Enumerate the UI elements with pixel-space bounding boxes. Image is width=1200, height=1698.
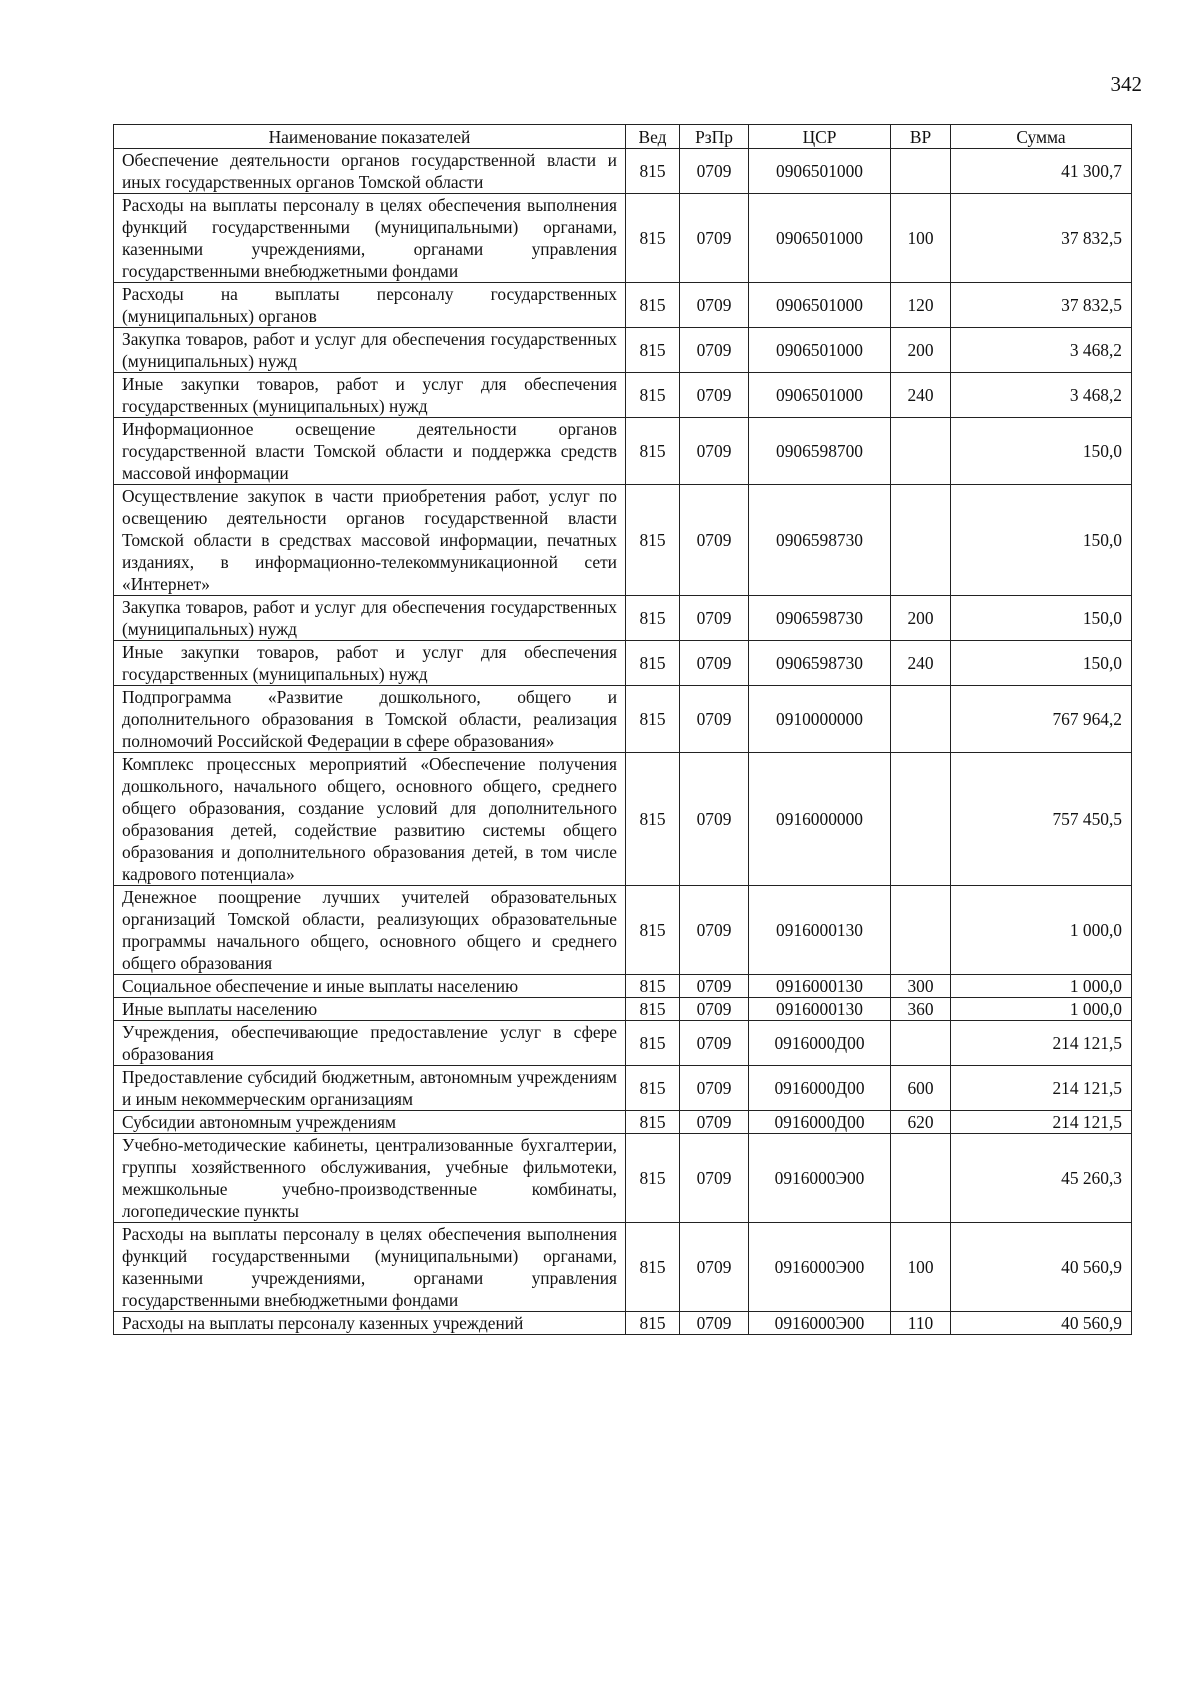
- row-ved-cell: 815: [626, 485, 680, 596]
- row-csr-cell: 0906598730: [749, 485, 891, 596]
- table-row: [114, 1312, 1132, 1335]
- table-row: [114, 485, 1132, 596]
- row-vr-cell: [891, 753, 951, 886]
- row-ved-cell: 815: [626, 373, 680, 418]
- row-csr-cell: 0916000130: [749, 975, 891, 998]
- table-row: [114, 753, 1132, 886]
- table-row: [114, 686, 1132, 753]
- row-rzpr-cell: 0709: [680, 596, 749, 641]
- row-vr-cell: [891, 886, 951, 975]
- row-ved-cell: 815: [626, 1111, 680, 1134]
- row-name-cell: Закупка товаров, работ и услуг для обеспечения государственных (муниципальных) нужд: [114, 328, 626, 373]
- row-name-cell: Расходы на выплаты персоналу в целях обеспечения выполнения функций государственными (муниципальными) органами, казенными учреждениями, органами управления государственными внебюджетными фондами: [114, 194, 626, 283]
- table-row: [114, 149, 1132, 194]
- table-row: [114, 1223, 1132, 1312]
- header-name: Наименование показателей: [114, 125, 626, 149]
- row-ved-cell: 815: [626, 686, 680, 753]
- row-vr-cell: 240: [891, 641, 951, 686]
- row-vr-cell: 100: [891, 194, 951, 283]
- row-csr-cell: 0906598700: [749, 418, 891, 485]
- table-row: [114, 975, 1132, 998]
- row-sum-cell: 40 560,9: [951, 1223, 1132, 1312]
- row-vr-cell: [891, 1134, 951, 1223]
- table-row: [114, 373, 1132, 418]
- row-sum-cell: 37 832,5: [951, 194, 1132, 283]
- row-csr-cell: 0906501000: [749, 194, 891, 283]
- row-csr-cell: 0916000Д00: [749, 1066, 891, 1111]
- page-number: 342: [1110, 72, 1142, 96]
- table-row: [114, 886, 1132, 975]
- header-rzpr: РзПр: [680, 125, 749, 149]
- row-name-cell: Учреждения, обеспечивающие предоставление услуг в сфере образования: [114, 1021, 626, 1066]
- table-row: [114, 1134, 1132, 1223]
- row-csr-cell: 0906501000: [749, 373, 891, 418]
- row-rzpr-cell: 0709: [680, 373, 749, 418]
- row-ved-cell: 815: [626, 1312, 680, 1335]
- row-rzpr-cell: 0709: [680, 418, 749, 485]
- row-vr-cell: [891, 1021, 951, 1066]
- budget-table: [113, 124, 1132, 1335]
- table-row: [114, 1021, 1132, 1066]
- table-row: [114, 596, 1132, 641]
- row-ved-cell: 815: [626, 596, 680, 641]
- row-ved-cell: 815: [626, 1134, 680, 1223]
- row-vr-cell: 120: [891, 283, 951, 328]
- row-name-cell: Комплекс процессных мероприятий «Обеспечение получения дошкольного, начального общего, основного общего, среднего общего образования, создание условий для дополнительного образования детей, содействие развитию системы общего образования и дополнительного образования детей, в том числе кадрового потенциала»: [114, 753, 626, 886]
- row-sum-cell: 3 468,2: [951, 373, 1132, 418]
- row-csr-cell: 0906598730: [749, 596, 891, 641]
- row-vr-cell: 200: [891, 596, 951, 641]
- row-ved-cell: 815: [626, 149, 680, 194]
- table-body: [114, 149, 1132, 1335]
- row-vr-cell: 360: [891, 998, 951, 1021]
- row-rzpr-cell: 0709: [680, 886, 749, 975]
- row-name-cell: Закупка товаров, работ и услуг для обеспечения государственных (муниципальных) нужд: [114, 596, 626, 641]
- row-sum-cell: 1 000,0: [951, 975, 1132, 998]
- row-name-cell: Социальное обеспечение и иные выплаты населению: [114, 975, 626, 998]
- header-sum: Сумма: [951, 125, 1132, 149]
- row-rzpr-cell: 0709: [680, 641, 749, 686]
- row-sum-cell: 150,0: [951, 596, 1132, 641]
- row-name-cell: Иные выплаты населению: [114, 998, 626, 1021]
- row-csr-cell: 0916000000: [749, 753, 891, 886]
- row-ved-cell: 815: [626, 194, 680, 283]
- row-name-cell: Расходы на выплаты персоналу государственных (муниципальных) органов: [114, 283, 626, 328]
- row-vr-cell: 240: [891, 373, 951, 418]
- row-ved-cell: 815: [626, 998, 680, 1021]
- row-vr-cell: 620: [891, 1111, 951, 1134]
- row-csr-cell: 0916000Э00: [749, 1134, 891, 1223]
- row-name-cell: Субсидии автономным учреждениям: [114, 1111, 626, 1134]
- row-ved-cell: 815: [626, 328, 680, 373]
- row-name-cell: Информационное освещение деятельности органов государственной власти Томской области и поддержка средств массовой информации: [114, 418, 626, 485]
- row-vr-cell: 600: [891, 1066, 951, 1111]
- row-rzpr-cell: 0709: [680, 1021, 749, 1066]
- row-vr-cell: [891, 149, 951, 194]
- row-name-cell: Иные закупки товаров, работ и услуг для обеспечения государственных (муниципальных) нужд: [114, 641, 626, 686]
- header-ved: Вед: [626, 125, 680, 149]
- row-rzpr-cell: 0709: [680, 1312, 749, 1335]
- row-ved-cell: 815: [626, 641, 680, 686]
- row-ved-cell: 815: [626, 418, 680, 485]
- row-rzpr-cell: 0709: [680, 1223, 749, 1312]
- row-sum-cell: 40 560,9: [951, 1312, 1132, 1335]
- row-ved-cell: 815: [626, 975, 680, 998]
- row-ved-cell: 815: [626, 1066, 680, 1111]
- row-sum-cell: 150,0: [951, 485, 1132, 596]
- row-vr-cell: 300: [891, 975, 951, 998]
- row-vr-cell: [891, 485, 951, 596]
- table-row: [114, 194, 1132, 283]
- row-rzpr-cell: 0709: [680, 1066, 749, 1111]
- row-csr-cell: 0916000Э00: [749, 1312, 891, 1335]
- row-csr-cell: 0916000130: [749, 998, 891, 1021]
- row-name-cell: Обеспечение деятельности органов государственной власти и иных государственных органов Томской области: [114, 149, 626, 194]
- table-row: [114, 1066, 1132, 1111]
- row-sum-cell: 767 964,2: [951, 686, 1132, 753]
- table-row: [114, 641, 1132, 686]
- row-csr-cell: 0916000Д00: [749, 1021, 891, 1066]
- row-csr-cell: 0906501000: [749, 149, 891, 194]
- row-csr-cell: 0916000Э00: [749, 1223, 891, 1312]
- row-csr-cell: 0906501000: [749, 283, 891, 328]
- row-csr-cell: 0916000Д00: [749, 1111, 891, 1134]
- row-sum-cell: 150,0: [951, 641, 1132, 686]
- row-vr-cell: 200: [891, 328, 951, 373]
- row-sum-cell: 757 450,5: [951, 753, 1132, 886]
- row-sum-cell: 214 121,5: [951, 1021, 1132, 1066]
- row-name-cell: Предоставление субсидий бюджетным, автономным учреждениям и иным некоммерческим организациям: [114, 1066, 626, 1111]
- header-vr: ВР: [891, 125, 951, 149]
- row-name-cell: Иные закупки товаров, работ и услуг для обеспечения государственных (муниципальных) нужд: [114, 373, 626, 418]
- row-sum-cell: 37 832,5: [951, 283, 1132, 328]
- row-rzpr-cell: 0709: [680, 1134, 749, 1223]
- row-ved-cell: 815: [626, 886, 680, 975]
- row-sum-cell: 41 300,7: [951, 149, 1132, 194]
- row-rzpr-cell: 0709: [680, 328, 749, 373]
- table-row: [114, 328, 1132, 373]
- row-rzpr-cell: 0709: [680, 485, 749, 596]
- table-row: [114, 1111, 1132, 1134]
- row-name-cell: Осуществление закупок в части приобретения работ, услуг по освещению деятельности органов государственной власти Томской области в средствах массовой информации, печатных изданиях, в информационно-телекоммуникационной сети «Интернет»: [114, 485, 626, 596]
- row-csr-cell: 0916000130: [749, 886, 891, 975]
- row-sum-cell: 45 260,3: [951, 1134, 1132, 1223]
- table-row: [114, 998, 1132, 1021]
- row-vr-cell: [891, 418, 951, 485]
- row-rzpr-cell: 0709: [680, 686, 749, 753]
- row-csr-cell: 0906598730: [749, 641, 891, 686]
- row-vr-cell: 110: [891, 1312, 951, 1335]
- row-rzpr-cell: 0709: [680, 998, 749, 1021]
- row-rzpr-cell: 0709: [680, 283, 749, 328]
- table-row: [114, 418, 1132, 485]
- row-rzpr-cell: 0709: [680, 753, 749, 886]
- row-sum-cell: 214 121,5: [951, 1111, 1132, 1134]
- row-rzpr-cell: 0709: [680, 194, 749, 283]
- row-sum-cell: 3 468,2: [951, 328, 1132, 373]
- row-name-cell: Денежное поощрение лучших учителей образовательных организаций Томской области, реализующих образовательные программы начального общего, основного общего и среднего общего образования: [114, 886, 626, 975]
- row-rzpr-cell: 0709: [680, 975, 749, 998]
- row-name-cell: Подпрограмма «Развитие дошкольного, общего и дополнительного образования в Томской области, реализация полномочий Российской Федерации в сфере образования»: [114, 686, 626, 753]
- row-rzpr-cell: 0709: [680, 149, 749, 194]
- row-sum-cell: 214 121,5: [951, 1066, 1132, 1111]
- row-ved-cell: 815: [626, 1223, 680, 1312]
- row-name-cell: Расходы на выплаты персоналу казенных учреждений: [114, 1312, 626, 1335]
- row-csr-cell: 0910000000: [749, 686, 891, 753]
- row-sum-cell: 1 000,0: [951, 886, 1132, 975]
- table-row: [114, 283, 1132, 328]
- row-ved-cell: 815: [626, 283, 680, 328]
- row-ved-cell: 815: [626, 753, 680, 886]
- row-name-cell: Учебно-методические кабинеты, централизованные бухгалтерии, группы хозяйственного обслуживания, учебные фильмотеки, межшкольные учебно-производственные комбинаты, логопедические пункты: [114, 1134, 626, 1223]
- row-vr-cell: [891, 686, 951, 753]
- row-rzpr-cell: 0709: [680, 1111, 749, 1134]
- table-header-row: [114, 125, 1132, 149]
- header-csr: ЦСР: [749, 125, 891, 149]
- row-name-cell: Расходы на выплаты персоналу в целях обеспечения выполнения функций государственными (муниципальными) органами, казенными учреждениями, органами управления государственными внебюджетными фондами: [114, 1223, 626, 1312]
- row-csr-cell: 0906501000: [749, 328, 891, 373]
- row-sum-cell: 150,0: [951, 418, 1132, 485]
- row-ved-cell: 815: [626, 1021, 680, 1066]
- row-vr-cell: 100: [891, 1223, 951, 1312]
- row-sum-cell: 1 000,0: [951, 998, 1132, 1021]
